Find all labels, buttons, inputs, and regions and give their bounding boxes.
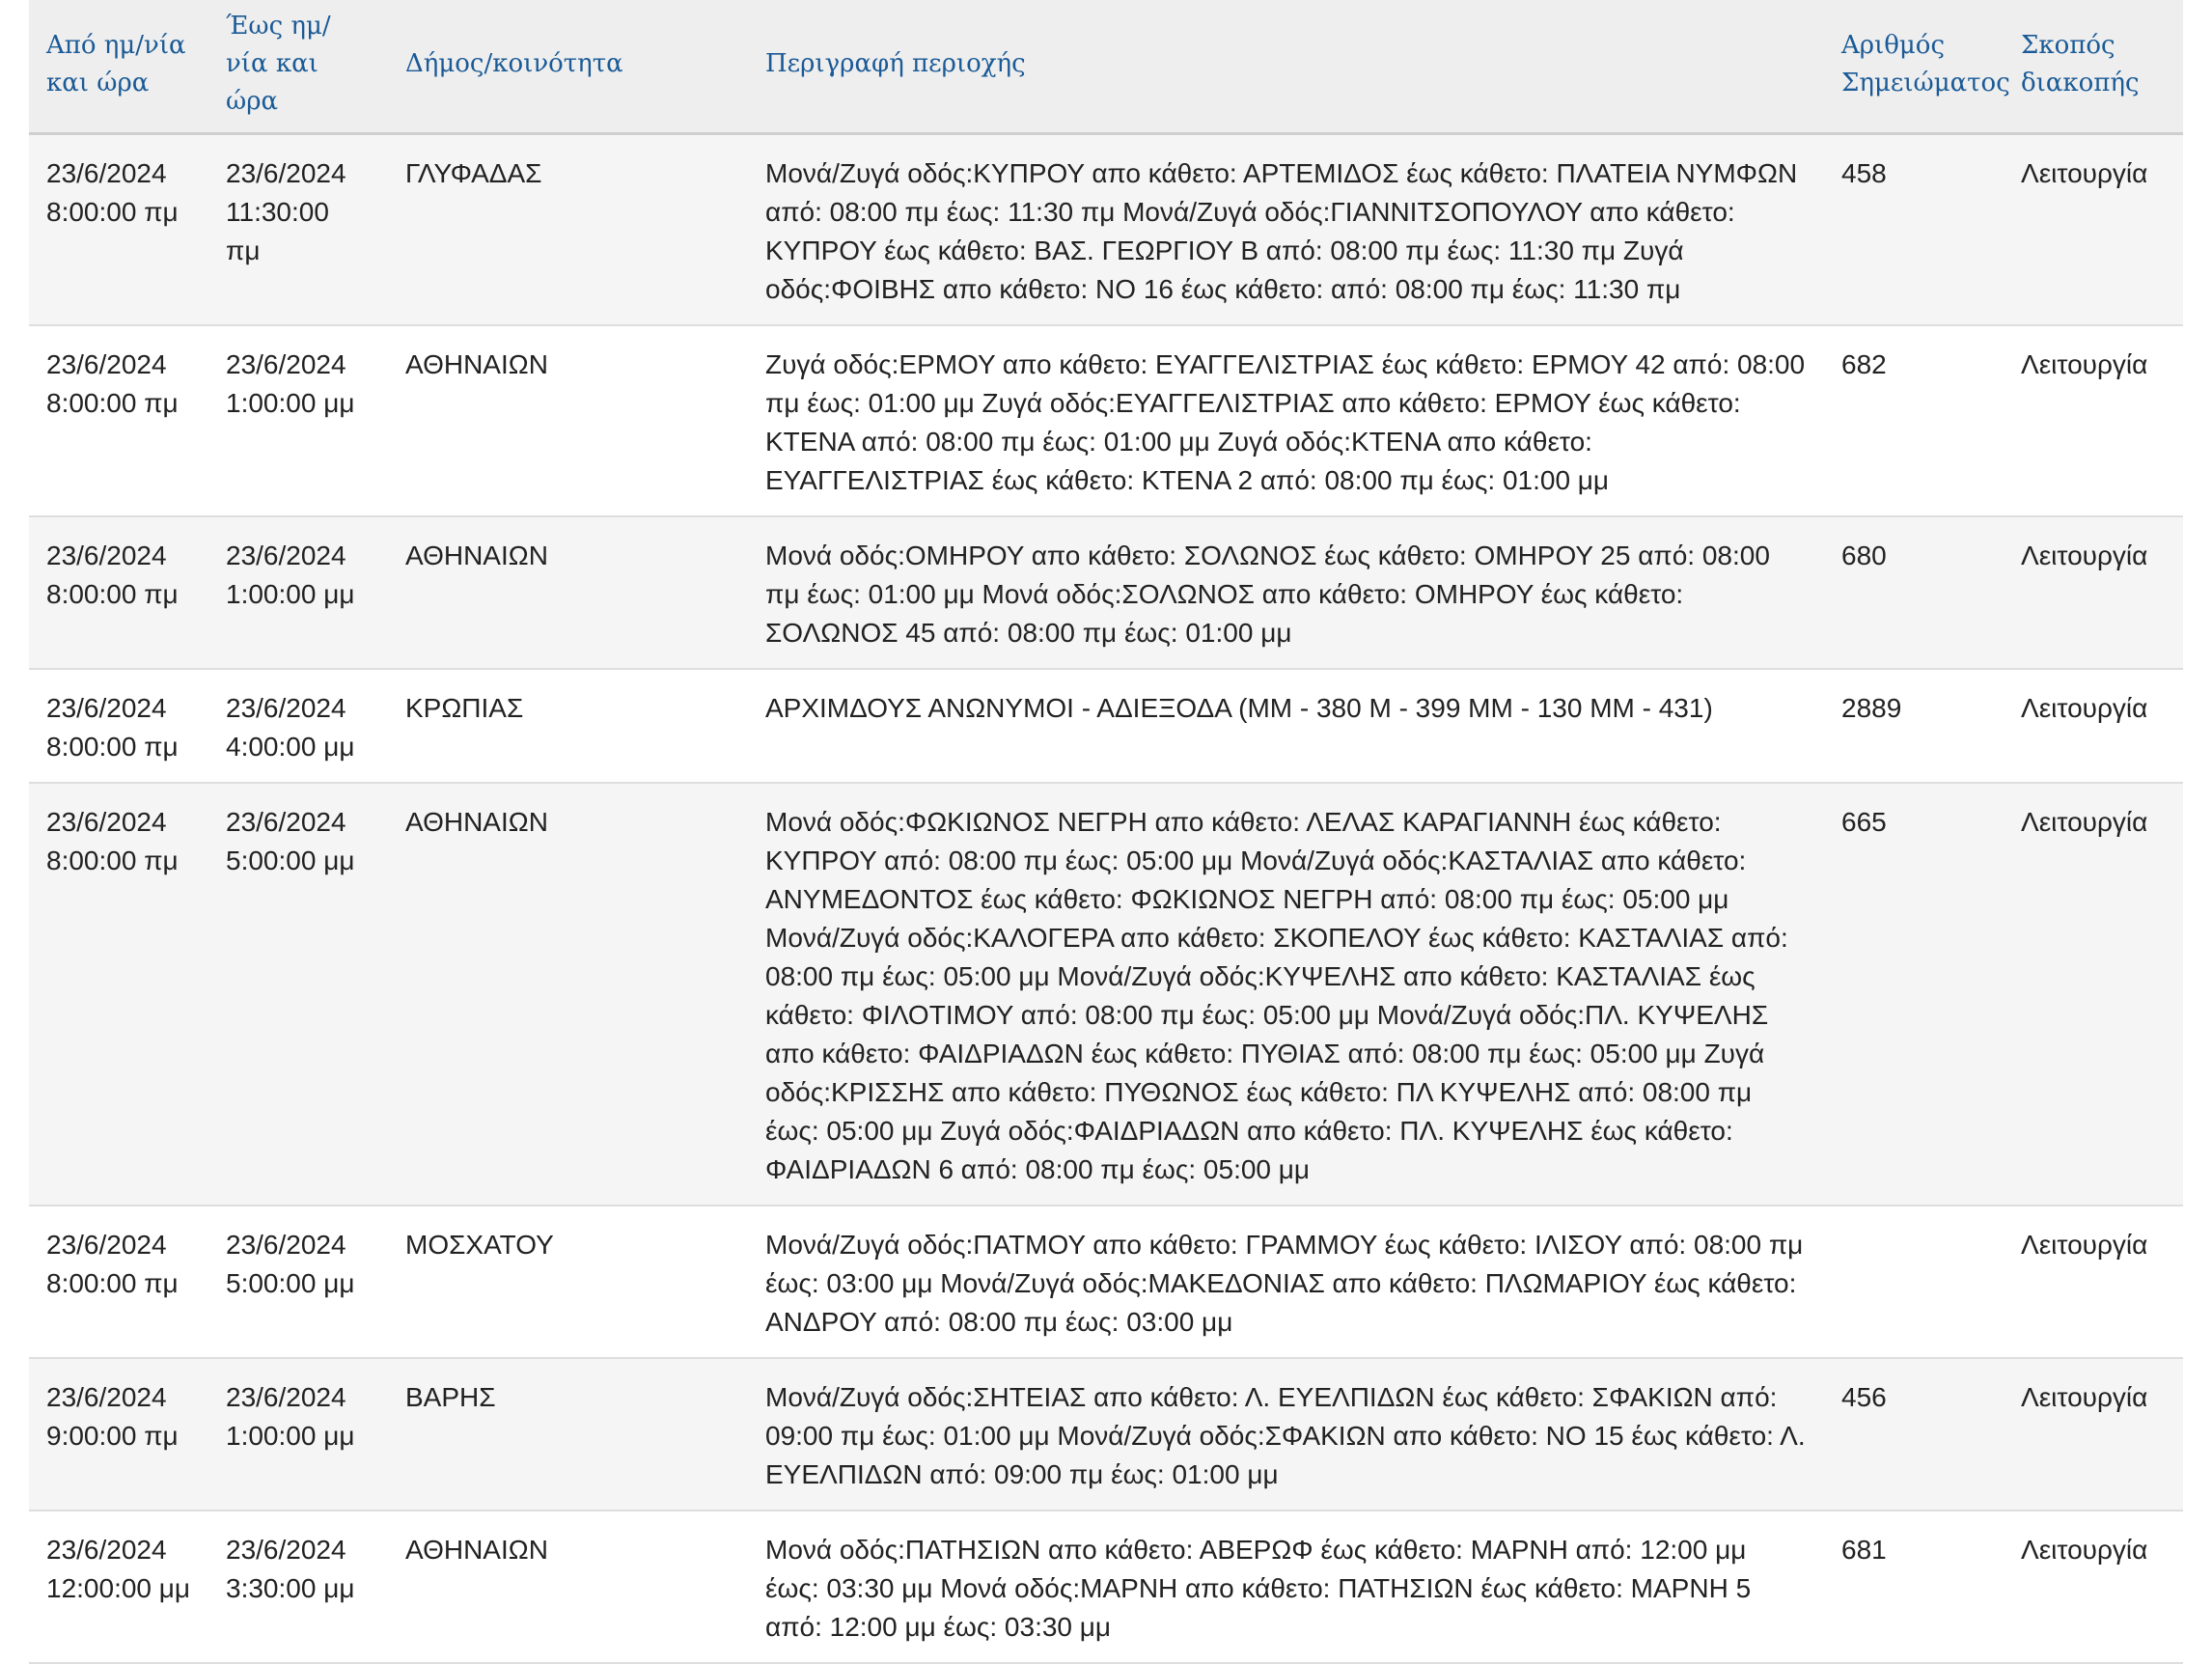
cell-note-number — [1824, 1206, 2004, 1358]
cell-note-number: 2889 — [1824, 669, 2004, 783]
table-row — [29, 1511, 2183, 1663]
cell-municipality: ΑΘΗΝΑΙΩΝ — [388, 1511, 748, 1663]
cell-municipality: ΚΡΩΠΙΑΣ — [388, 669, 748, 783]
cell-from-datetime: 23/6/2024 8:00:00 πμ — [29, 669, 208, 783]
cell-municipality: ΓΛΥΦΑΔΑΣ — [388, 134, 748, 326]
cell-to-datetime: 23/6/2024 5:00:00 μμ — [208, 783, 388, 1206]
cell-from-datetime: 23/6/2024 12:00:00 μμ — [29, 1511, 208, 1663]
table-row — [29, 325, 2183, 516]
header-area-description[interactable]: Περιγραφή περιοχής — [748, 0, 1824, 134]
cell-outage-purpose: Λειτουργία — [2004, 134, 2183, 326]
header-municipality[interactable]: Δήμος/κοινότητα — [388, 0, 748, 134]
cell-from-datetime: 23/6/2024 8:00:00 πμ — [29, 325, 208, 516]
cell-to-datetime: 23/6/2024 1:00:00 μμ — [208, 325, 388, 516]
header-outage-purpose[interactable]: Σκοπός διακοπής — [2004, 0, 2183, 134]
cell-area-description: Μονά οδός:ΟΜΗΡΟΥ απο κάθετο: ΣΟΛΩΝΟΣ έως κάθετο: ΟΜΗΡΟΥ 25 από: 08:00 πμ έως: 01:00 μμ Μονά οδός:ΣΟΛΩΝΟΣ απο κάθετο: ΟΜΗΡΟΥ έως κάθετο: ΣΟΛΩΝΟΣ 45 από: 08:00 πμ έως: 01:00 μμ — [748, 516, 1824, 669]
cell-from-datetime: 23/6/2024 8:00:00 πμ — [29, 1206, 208, 1358]
cell-area-description: Μονά/Ζυγά οδός:ΚΥΠΡΟΥ απο κάθετο: ΑΡΤΕΜΙΔΟΣ έως κάθετο: ΠΛΑΤΕΙΑ ΝΥΜΦΩΝ από: 08:00 πμ έως: 11:30 πμ Μονά/Ζυγά οδός:ΓΙΑΝΝΙΤΣΟΠΟΥΛΟΥ απο κάθετο: ΚΥΠΡΟΥ έως κάθετο: ΒΑΣ. ΓΕΩΡΓΙΟΥ Β από: 08:00 πμ έως: 11:30 πμ Ζυγά οδός:ΦΟΙΒΗΣ απο κάθετο: ΝΟ 16 έως κάθετο: από: 08:00 πμ έως: 11:30 πμ — [748, 134, 1824, 326]
cell-note-number: 458 — [1824, 134, 2004, 326]
cell-outage-purpose: Λειτουργία — [2004, 325, 2183, 516]
table-body — [29, 134, 2183, 1664]
cell-municipality: ΜΟΣΧΑΤΟΥ — [388, 1206, 748, 1358]
cell-outage-purpose: Λειτουργία — [2004, 669, 2183, 783]
cell-area-description: Μονά οδός:ΦΩΚΙΩΝΟΣ ΝΕΓΡΗ απο κάθετο: ΛΕΛΑΣ ΚΑΡΑΓΙΑΝΝΗ έως κάθετο: ΚΥΠΡΟΥ από: 08:00 πμ έως: 05:00 μμ Μονά/Ζυγά οδός:ΚΑΣΤΑΛΙΑΣ απο κάθετο: ΑΝΥΜΕΔΟΝΤΟΣ έως κάθετο: ΦΩΚΙΩΝΟΣ ΝΕΓΡΗ από: 08:00 πμ έως: 05:00 μμ Μονά/Ζυγά οδός:ΚΑΛΟΓΕΡΑ απο κάθετο: ΣΚΟΠΕΛΟΥ έως κάθετο: ΚΑΣΤΑΛΙΑΣ από: 08:00 πμ έως: 05:00 μμ Μονά/Ζυγά οδός:ΚΥΨΕΛΗΣ απο κάθετο: ΚΑΣΤΑΛΙΑΣ έως κάθετο: ΦΙΛΟΤΙΜΟΥ από: 08:00 πμ έως: 05:00 μμ Μονά/Ζυγά οδός:ΠΛ. ΚΥΨΕΛΗΣ απο κάθετο: ΦΑΙΔΡΙΑΔΩΝ έως κάθετο: ΠΥΘΙΑΣ από: 08:00 πμ έως: 05:00 μμ Ζυγά οδός:ΚΡΙΣΣΗΣ απο κάθετο: ΠΥΘΩΝΟΣ έως κάθετο: ΠΛ ΚΥΨΕΛΗΣ από: 08:00 πμ έως: 05:00 μμ Ζυγά οδός:ΦΑΙΔΡΙΑΔΩΝ απο κάθετο: ΠΛ. ΚΥΨΕΛΗΣ έως κάθετο: ΦΑΙΔΡΙΑΔΩΝ 6 από: 08:00 πμ έως: 05:00 μμ — [748, 783, 1824, 1206]
cell-outage-purpose: Λειτουργία — [2004, 1358, 2183, 1511]
table-row — [29, 134, 2183, 326]
cell-area-description: Ζυγά οδός:ΕΡΜΟΥ απο κάθετο: ΕΥΑΓΓΕΛΙΣΤΡΙΑΣ έως κάθετο: ΕΡΜΟΥ 42 από: 08:00 πμ έως: 01:00 μμ Ζυγά οδός:ΕΥΑΓΓΕΛΙΣΤΡΙΑΣ απο κάθετο: ΕΡΜΟΥ έως κάθετο: ΚΤΕΝΑ από: 08:00 πμ έως: 01:00 μμ Ζυγά οδός:ΚΤΕΝΑ απο κάθετο: ΕΥΑΓΓΕΛΙΣΤΡΙΑΣ έως κάθετο: ΚΤΕΝΑ 2 από: 08:00 πμ έως: 01:00 μμ — [748, 325, 1824, 516]
cell-to-datetime: 23/6/2024 1:00:00 μμ — [208, 1358, 388, 1511]
cell-note-number: 456 — [1824, 1358, 2004, 1511]
cell-area-description: Μονά/Ζυγά οδός:ΠΑΤΜΟΥ απο κάθετο: ΓΡΑΜΜΟΥ έως κάθετο: ΙΛΙΣΟΥ από: 08:00 πμ έως: 03:00 μμ Μονά/Ζυγά οδός:ΜΑΚΕΔΟΝΙΑΣ απο κάθετο: ΠΛΩΜΑΡΙΟΥ έως κάθετο: ΑΝΔΡΟΥ από: 08:00 πμ έως: 03:00 μμ — [748, 1206, 1824, 1358]
cell-outage-purpose: Λειτουργία — [2004, 1511, 2183, 1663]
cell-note-number: 680 — [1824, 516, 2004, 669]
cell-area-description: Μονά/Ζυγά οδός:ΣΗΤΕΙΑΣ απο κάθετο: Λ. ΕΥΕΛΠΙΔΩΝ έως κάθετο: ΣΦΑΚΙΩΝ από: 09:00 πμ έως: 01:00 μμ Μονά/Ζυγά οδός:ΣΦΑΚΙΩΝ απο κάθετο: ΝΟ 15 έως κάθετο: Λ. ΕΥΕΛΠΙΔΩΝ από: 09:00 πμ έως: 01:00 μμ — [748, 1358, 1824, 1511]
header-note-number[interactable]: Αριθμός Σημειώματος — [1824, 0, 2004, 134]
cell-to-datetime: 23/6/2024 11:30:00 πμ — [208, 134, 388, 326]
outage-table-container — [29, 0, 2183, 1664]
cell-from-datetime: 23/6/2024 8:00:00 πμ — [29, 516, 208, 669]
header-from-datetime[interactable]: Από ημ/νία και ώρα — [29, 0, 208, 134]
cell-outage-purpose: Λειτουργία — [2004, 783, 2183, 1206]
header-row — [29, 0, 2183, 134]
outage-table — [29, 0, 2183, 1664]
cell-outage-purpose: Λειτουργία — [2004, 1206, 2183, 1358]
cell-note-number: 682 — [1824, 325, 2004, 516]
cell-from-datetime: 23/6/2024 8:00:00 πμ — [29, 783, 208, 1206]
cell-from-datetime: 23/6/2024 9:00:00 πμ — [29, 1358, 208, 1511]
cell-municipality: ΒΑΡΗΣ — [388, 1358, 748, 1511]
table-row — [29, 783, 2183, 1206]
cell-from-datetime: 23/6/2024 8:00:00 πμ — [29, 134, 208, 326]
cell-to-datetime: 23/6/2024 5:00:00 μμ — [208, 1206, 388, 1358]
cell-municipality: ΑΘΗΝΑΙΩΝ — [388, 516, 748, 669]
cell-outage-purpose: Λειτουργία — [2004, 516, 2183, 669]
table-row — [29, 516, 2183, 669]
table-row — [29, 1358, 2183, 1511]
header-to-datetime[interactable]: Έως ημ/νία και ώρα — [208, 0, 388, 134]
table-header — [29, 0, 2183, 134]
cell-municipality: ΑΘΗΝΑΙΩΝ — [388, 325, 748, 516]
cell-note-number: 665 — [1824, 783, 2004, 1206]
cell-to-datetime: 23/6/2024 3:30:00 μμ — [208, 1511, 388, 1663]
cell-to-datetime: 23/6/2024 4:00:00 μμ — [208, 669, 388, 783]
cell-municipality: ΑΘΗΝΑΙΩΝ — [388, 783, 748, 1206]
table-row — [29, 669, 2183, 783]
cell-note-number: 681 — [1824, 1511, 2004, 1663]
table-row — [29, 1206, 2183, 1358]
cell-area-description: Μονά οδός:ΠΑΤΗΣΙΩΝ απο κάθετο: ΑΒΕΡΩΦ έως κάθετο: ΜΑΡΝΗ από: 12:00 μμ έως: 03:30 μμ Μονά οδός:ΜΑΡΝΗ απο κάθετο: ΠΑΤΗΣΙΩΝ έως κάθετο: ΜΑΡΝΗ 5 από: 12:00 μμ έως: 03:30 μμ — [748, 1511, 1824, 1663]
cell-to-datetime: 23/6/2024 1:00:00 μμ — [208, 516, 388, 669]
cell-area-description: ΑΡΧΙΜΔΟΥΣ ΑΝΩΝΥΜΟΙ - ΑΔΙΕΞΟΔΑ (ΜΜ - 380 Μ - 399 ΜΜ - 130 ΜΜ - 431) — [748, 669, 1824, 783]
